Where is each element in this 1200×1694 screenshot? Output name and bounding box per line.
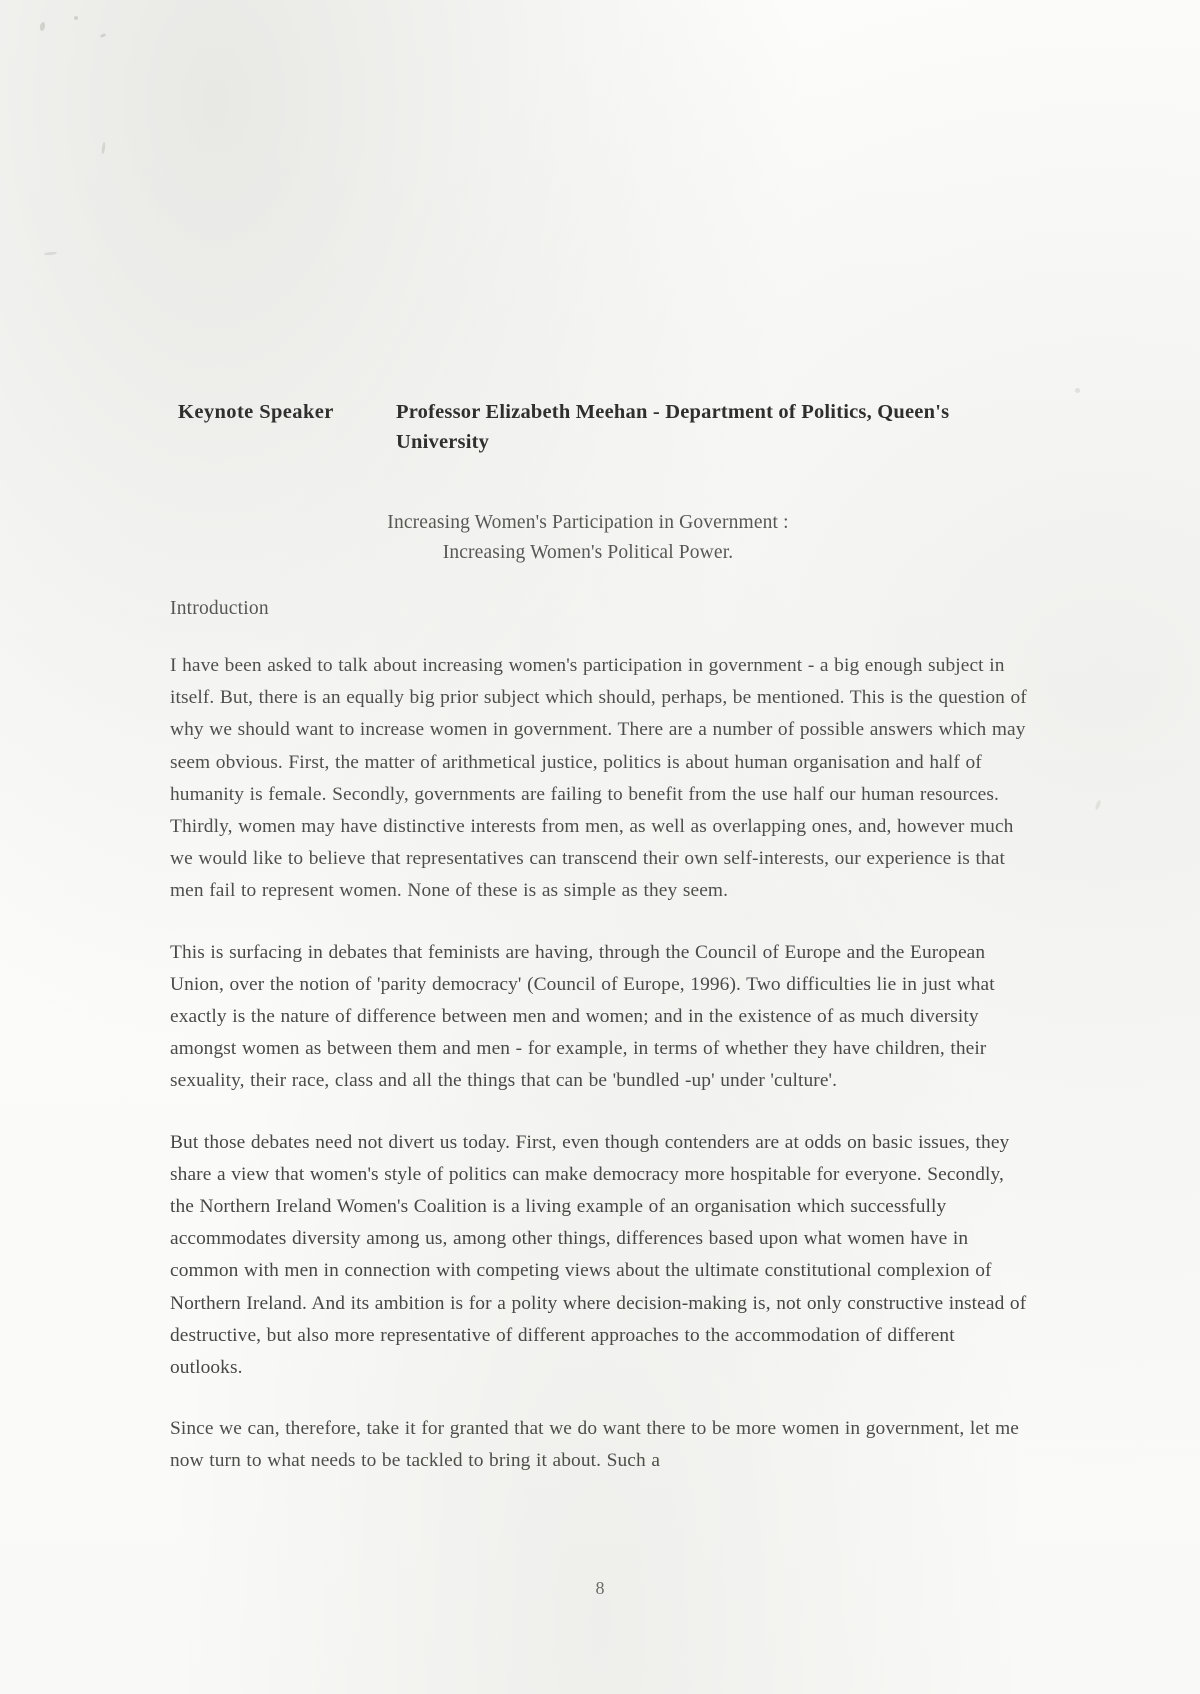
keynote-speaker-name: Professor Elizabeth Meehan - Department of Politics, Queen's University <box>396 401 950 453</box>
scan-speck-icon <box>1094 800 1101 811</box>
body-text <box>170 650 1030 1478</box>
paragraph: But those debates need not divert us today. First, even though contenders are at odds on basic issues, they share a view that women's style of politics can make democracy more hospitable for everyone. Secondly, the Northern Ireland Women's Coalition is a living example of an organisation which successfully accommodates diversity among us, among other things, differences based upon what women have in common with men in connection with competing views about the ultimate constitutional complexion of Northern Ireland. And its ambition is for a polity where decision-making is, not only constructive instead of destructive, but also more representative of different approaches to the accommodation of different outlooks. <box>170 1131 1027 1379</box>
scan-speck-icon <box>100 33 107 38</box>
scan-speck-icon <box>101 142 106 154</box>
page-title-line-2: Increasing Women's Political Power. <box>442 542 734 564</box>
page-title <box>178 508 998 568</box>
paragraph: Since we can, therefore, take it for granted that we do want there to be more women in government, let me now turn to what needs to be tackled to bring it about. Such a <box>170 1418 1019 1472</box>
scan-speck-icon <box>74 16 78 20</box>
scan-speck-icon <box>39 22 46 32</box>
page-title-line-1: Increasing Women's Participation in Government : <box>387 512 789 533</box>
paragraph: I have been asked to talk about increasing women's participation in government - a big enough subject in itself. But, there is an equally big prior subject which should, perhaps, be mentioned. This is the question of why we should want to increase women in government. There are a number of possible answers which may seem obvious. First, the matter of arithmetical justice, politics is about human organisation and half of humanity is female. Secondly, governments are failing to benefit from the use half our human resources. Thirdly, women may have distinctive interests from men, as well as overlapping ones, and, however much we would like to believe that representatives can transcend their own self-interests, our experience is that men fail to represent women. None of these is as simple as they seem. <box>170 655 1027 902</box>
keynote-speaker-block <box>178 398 1048 457</box>
page-number: 8 <box>595 1578 605 1598</box>
scan-speck-icon <box>44 251 57 255</box>
paragraph: This is surfacing in debates that feminists are having, through the Council of Europe and the European Union, over the notion of 'parity democracy' (Council of Europe, 1996). Two difficulties lie in just what exactly is the nature of difference between men and women; and in the existence of as much diversity amongst women as between them and men - for example, in terms of whether they have children, their sexuality, their race, class and all the things that can be 'bundled -up' under 'culture'. <box>170 941 995 1092</box>
keynote-speaker-label: Keynote Speaker <box>178 401 334 423</box>
scan-speck-icon <box>1075 388 1080 393</box>
section-heading-introduction: Introduction <box>170 598 269 619</box>
